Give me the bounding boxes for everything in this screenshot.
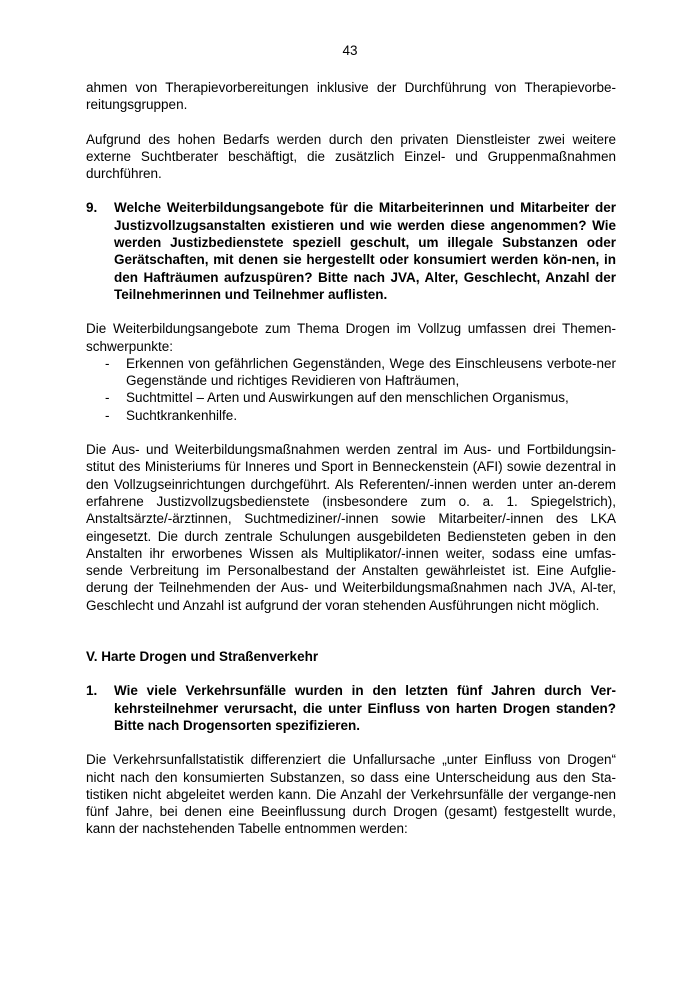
training-topics-list: [86, 355, 616, 424]
paragraph-traffic-statistics: Die Verkehrsunfallstatistik differenziert die Unfallursache „unter Einfluss von Drogen“ nicht nach den konsumierten Substanzen, so dass eine Unterscheidung aus den Sta-tistiken nicht abgeleitet werden kann. Die Anzahl der Verkehrsunfälle der vergange-nen fünf Jahre, bei denen eine Beeinflussung durch Drogen (gesamt) festgestellt wurde, kann der nachstehenden Tabelle entnommen werden:: [86, 752, 616, 837]
page-number: 43: [342, 43, 358, 58]
paragraph-therapy-preparation: ahmen von Therapievorbereitungen inklusive der Durchführung von Therapievorbe-reitungsgruppen.: [86, 80, 616, 113]
question-1-text: Wie viele Verkehrsunfälle wurden in den letzten fünf Jahren durch Ver-kehrsteilnehmer verursacht, die unter Einfluss von harten Drogen standen? Bitte nach Drogensorten spezifizieren.: [114, 683, 616, 733]
question-9-text: Welche Weiterbildungsangebote für die Mitarbeiterinnen und Mitarbeiter der Justizvollzugsanstalten existieren und wie werden diese angenommen? Wie werden Justizbedienstete speziell geschult, um illegale Substanzen oder Gerätschaften, mit denen sie hergestellt oder konsumiert werden kön-nen, in den Hafträumen aufzuspüren? Bitte nach JVA, Alter, Geschlecht, Anzahl der Teilnehmerinnen und Teilnehmer auflisten.: [114, 200, 616, 302]
question-9-number: 9.: [86, 200, 98, 216]
bullet-dash: -: [105, 355, 110, 371]
list-item: [86, 389, 616, 406]
question-9: [86, 199, 616, 303]
question-1-number: 1.: [86, 683, 98, 699]
list-item-text: Suchtmittel – Arten und Auswirkungen auf den menschlichen Organismus,: [126, 390, 569, 406]
paragraph-training-measures: Die Aus- und Weiterbildungsmaßnahmen werden zentral im Aus- und Fortbildungsin-stitut des Ministeriums für Inneres und Sport in Benneckenstein (AFI) sowie dezentral in den Vollzugseinrichtungen durchgeführt. Als Referenten/-innen werden unter an-derem erfahrene Justizvollzugsbedienstete (insbesondere zum o. a. 1. Spiegelstrich), Anstaltsärzte/-ärztinnen, Suchtmediziner/-innen sowie Mitarbeiter/-innen des LKA eingesetzt. Die durch zentrale Schulungen ausgebildeten Bediensteten geben in den Anstalten ihr erworbenes Wissen als Multiplikator/-innen weiter, sodass eine umfas-sende Verbreitung im Personalbestand der Anstalten gewährleistet ist. Eine Aufglie-derung der Teilnehmenden der Aus- und Weiterbildungsmaßnahmen nach JVA, Al-ter, Geschlecht und Anzahl ist aufgrund der voran stehenden Ausführungen nicht möglich.: [86, 442, 616, 613]
paragraph-addiction-counselors: Aufgrund des hohen Bedarfs werden durch den privaten Dienstleister zwei weitere externe Suchtberater beschäftigt, die zusätzlich Einzel- und Gruppenmaßnahmen durchführen.: [86, 131, 616, 182]
question-1: [86, 682, 616, 734]
paragraph-training-topics: Die Weiterbildungsangebote zum Thema Drogen im Vollzug umfassen drei Themen-schwerpunkte:: [86, 321, 616, 354]
bullet-dash: -: [105, 407, 110, 423]
bullet-dash: -: [105, 390, 110, 406]
list-item: [86, 407, 616, 424]
section-heading-v: V. Harte Drogen und Straßenverkehr: [86, 649, 319, 665]
list-item-text: Suchtkrankenhilfe.: [126, 407, 238, 423]
page-content: [86, 79, 616, 838]
list-item-text: Erkennen von gefährlichen Gegenständen, Wege des Einschleusens verbote-ner Gegenstände und richtiges Revidieren von Hafträumen,: [126, 355, 616, 389]
list-item: [86, 355, 616, 390]
